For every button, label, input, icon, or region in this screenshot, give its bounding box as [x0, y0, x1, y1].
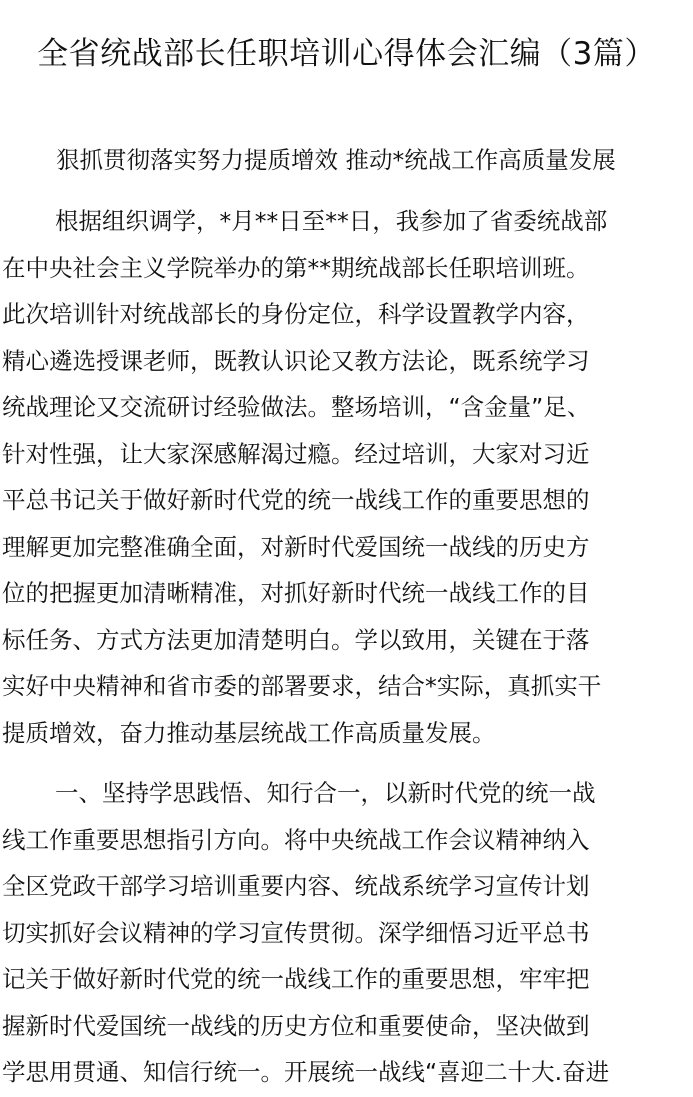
text-line: 此次培训针对统战部长的身份定位，科学设置教学内容，: [2, 300, 590, 328]
text-line: 全区党政干部学习培训重要内容、统战系统学习宣传计划: [2, 872, 590, 900]
text-line: 精心遴选授课老师，既教认识论又教方法论，既系统学习: [2, 346, 590, 375]
text-line: 切实抓好会议精神的学习宣传贯彻。深学细悟习近平总书: [2, 918, 590, 947]
text-line: 线工作重要思想指引方向。将中央统战工作会议精神纳入: [2, 825, 590, 854]
text-line: 标任务、方式方法更加清楚明白。学以致用，关键在于落: [2, 625, 590, 654]
document-subtitle: 狠抓贯彻落实努力提质增效 推动*统战工作高质量发展: [56, 146, 616, 174]
paragraph-section-one: [2, 770, 693, 1096]
text-line: 根据组织调学，*月**日至**日，我参加了省委统战部: [55, 207, 608, 235]
text-line: 理解更加完整准确全面，对新时代爱国统一战线的历史方: [2, 532, 590, 561]
paragraph-intro: [2, 198, 693, 756]
text-line: 位的把握更加清晰精准，对抓好新时代统一战线工作的目: [2, 579, 590, 607]
text-line: 平总书记关于做好新时代党的统一战线工作的重要思想的: [2, 486, 590, 514]
text-line: 实好中央精神和省市委的部署要求，结合*实际，真抓实干: [2, 672, 602, 700]
text-line: 提质增效，奋力推动基层统战工作高质量发展。: [2, 718, 496, 747]
text-line: 统战理论又交流研讨经验做法。整场培训，“含金量”足、: [2, 393, 591, 421]
text-line: 学思用贯通、知信行统一。开展统一战线“喜迎二十大.奋进: [2, 1058, 610, 1086]
text-line: 握新时代爱国统一战线的历史方位和重要使命，坚决做到: [2, 1011, 590, 1040]
text-line: 在中央社会主义学院举办的第**期统战部长任职培训班。: [2, 253, 590, 282]
text-line: 针对性强，让大家深感解渴过瘾。经过培训，大家对习近: [2, 439, 590, 468]
document-title: 全省统战部长任职培训心得体会汇编（3篇）: [37, 36, 656, 72]
text-line: 一、坚持学思践悟、知行合一，以新时代党的统一战: [55, 779, 596, 807]
text-line: 记关于做好新时代党的统一战线工作的重要思想，牢牢把: [2, 965, 590, 993]
